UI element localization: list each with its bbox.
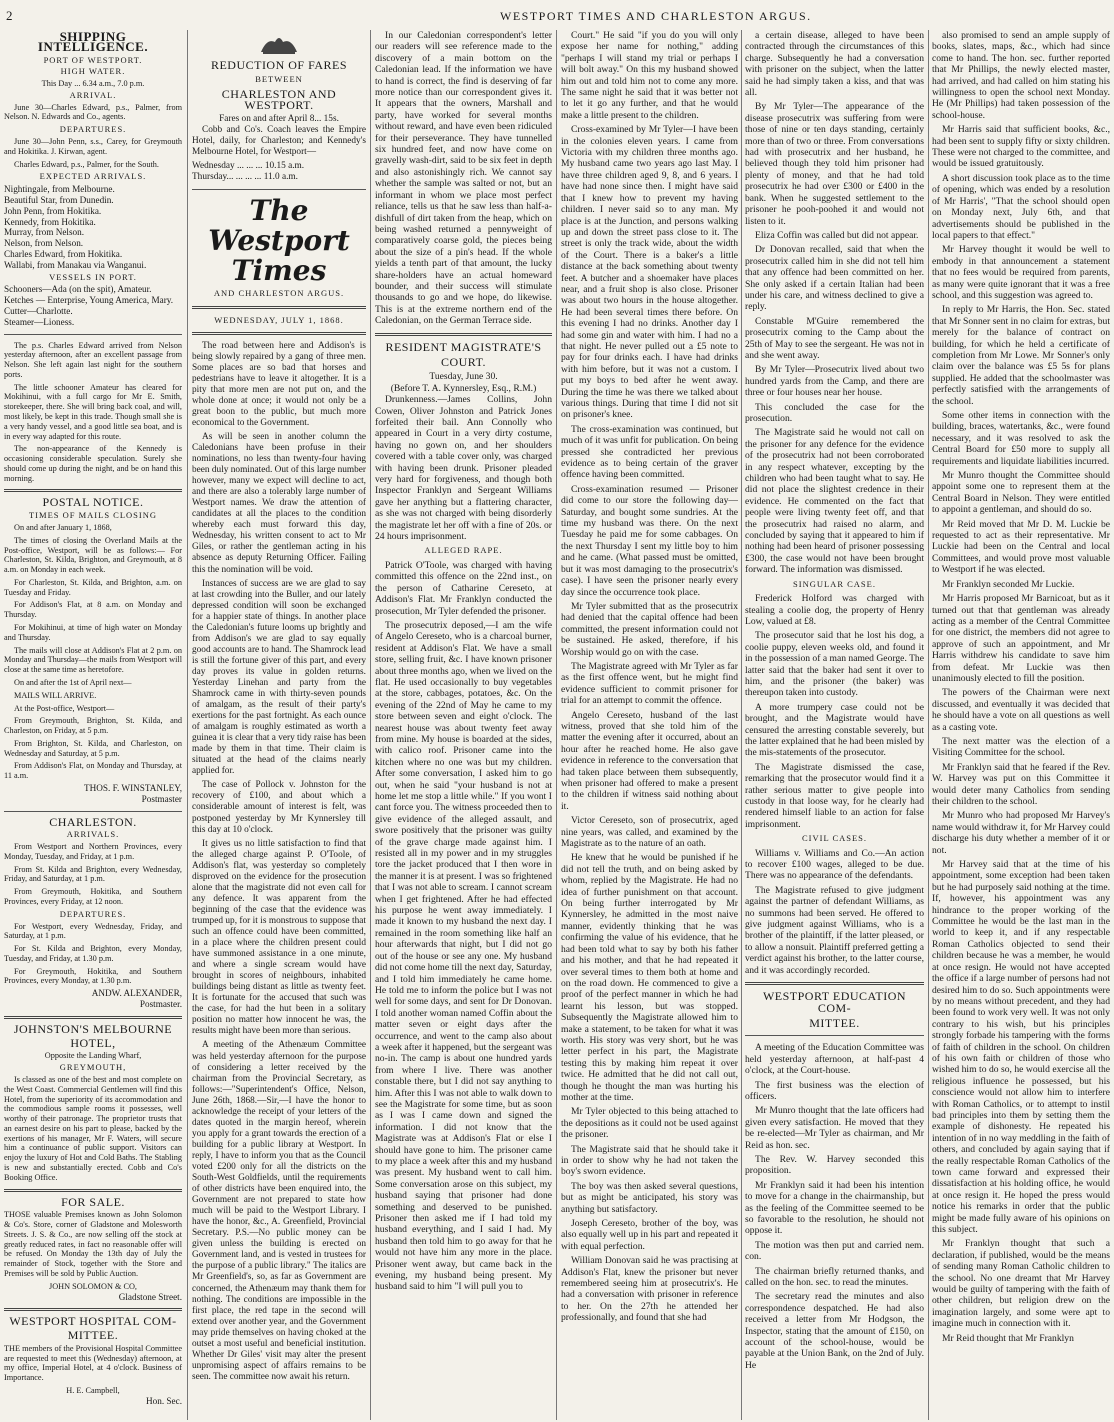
port-heading: PORT OF WESTPORT. <box>43 54 143 65</box>
case-paragraph: The Magistrate said that he should take it in order to show why he had not taken the boy's sworn evidence. <box>561 1143 738 1178</box>
divider <box>745 1035 924 1036</box>
expected-vessel: Nightingale, from Melbourne. <box>4 184 115 195</box>
editorial-paragraph: As will be seen in another column the Caledonians have been profuse in their nominations, no less than twenty-four having been duly nominated. Out of this large number however, many we expect will decline to act, and there are also a tolerably large number of Westport names. We draw the attention of candidates at all the places to the condition whereby each must forward this day, Wednesday, his written consent to act to Mr Giles, or rather the gentleman acting in his absence as deputy Returning Officer. Failing this the nomination will be void. <box>192 431 366 575</box>
fares-price: Fares on and after April 8... 15s. <box>219 114 339 125</box>
shipping-note: The little schooner Amateur has cleared for Mokihinui, with a full cargo for Mr E. Smith, storekeeper, there. She will bring back coal, and will, most likely, be kept in this trade. Though small she is a very handy vessel, and a good little sea boat, and is in every way adapted for this route. <box>4 382 182 441</box>
case-paragraph: a certain disease, alleged to have been contracted through the circumstances of this charge. Subsequently he had a conversation with prisoner on the subject, when the latter said he had simply taken a kiss, and that was all. <box>745 30 924 99</box>
editorial-paragraph-list <box>192 341 366 1383</box>
for-sale-title: FOR SALE. <box>61 1194 125 1209</box>
departure-entry-list <box>4 137 182 169</box>
divider <box>4 334 182 335</box>
civil-case-paragraph: Williams v. Williams and Co.—An action to recover £100 wages, alleged to be due. There was no appearance of the defendants. <box>745 847 924 882</box>
singular-case-paragraph-list <box>745 593 924 830</box>
for-sale-body: THOSE valuable Premises known as John Solomon & Co's. Store, corner of Gladstone and Molesworth Streets. J. S. & Co., are now selling off the stock at greatly reduced rates, in fact no reasonable offer will be refused. On Monday the 13th day of July the remainder of Stock, together with the Store and Premises will be sold by Public Auction. <box>4 1210 182 1278</box>
singular-case-paragraph: The prosecutor said that he lost his dog, a coolie puppy, eleven weeks old, and found it in the possession of a man named George. The latter said that the baker had sent it over to him, and the prisoner (the baker) was thereupon taken into custody. <box>745 630 924 699</box>
charleston-signature-role: Postmaster. <box>139 999 182 1010</box>
royal-crest-icon <box>257 32 301 56</box>
charleston-signature: ANDW. ALEXANDER, <box>91 988 182 999</box>
postal-paragraph: From Addison's Flat, on Monday and Thursday, at 11 a.m. <box>4 761 182 781</box>
education-paragraph: A meeting of the Education Committee was held yesterday afternoon, at half-past 4 o'clock, at the Court-house. <box>745 1042 924 1077</box>
johnston-title: JOHNSTON'S MELBOURNE <box>13 1021 173 1036</box>
coach-time-list <box>192 161 366 183</box>
case-paragraph: Eliza Coffin was called but did not appear. <box>755 229 919 241</box>
education-paragraph: Mr Harvey thought it would be well to embody in that announcement a statement that no fees would be required from parents, as many were quite ignorant that it was a free school, and this suggestion was agreed to. <box>932 244 1110 301</box>
court-before: (Before T. A. Kynnersley, Esq., R.M.) <box>390 382 537 394</box>
divider <box>4 489 182 492</box>
vessel-in-port: Ketches — Enterprise, Young America, Mary. <box>4 295 174 306</box>
expected-vessel: Murray, from Nelson. <box>4 227 85 238</box>
divider <box>4 811 182 812</box>
case-paragraph: The boy was then asked several questions, but as might be anticipated, his story was anything but satisfactory. <box>561 1180 738 1215</box>
case-paragraph-list <box>375 560 552 1293</box>
column-6 <box>932 30 1110 1420</box>
postal-paragraph: The times of closing the Overland Mails at the Post-office, Westport, will be as follows:— For Charleston, St. Kilda, Brighton, and Greymouth, at 8 a.m. on Monday in each week. <box>4 535 182 575</box>
education-paragraph: The chairman briefly returned thanks, and called on the hon. sec. to read the minutes. <box>745 1265 924 1289</box>
postal-paragraph: At the Post-office, Westport— <box>14 703 115 713</box>
case-paragraph: Cross-examination resumed — Prisoner did come to our store the following day—Saturday, and bought some sundries. At the time my husband was there. On the next Tuesday he paid me for some cabbages. On the next Thursday I sent my little boy to him and he came. (What passed must be omitted, but it was most damaging to the prosecutrix's case). I have seen the prisoner nearly every day since the occurrence took place. <box>561 483 738 598</box>
charleston-title: CHARLESTON. <box>49 814 137 829</box>
fares-between: BETWEEN <box>255 74 303 85</box>
education-paragraph: The next matter was the election of a Visiting Committee for the school. <box>932 735 1110 759</box>
caledonian-paragraph: In our Caledonian correspondent's letter our readers will see reference made to the discovery of a main bottom on the Caledonian lead. If the information we have to hand is correct, the find is deserving of far more notice than our correspondent gives it. It appears that the owners, Marshall and party, have worked for several months without reward, and have even been ridiculed for their perseverance. They have tunnelled six hundred feet, and now have come on gravelly wash-dirt, said to be six feet in depth and also astonishingly rich. We cannot say whether the sample was salted or not, but an informant in whom we place most perfect reliance, tells us that he saw less than half-a-dishfull of dirt taken from the heap, which on being washed returned a pennyweight of comparatively coarse gold, the pieces being about the size of a pin's head. If the whole yields a tenth part of that amount, the lucky share-holders have an actual homeward bounder, and their success will stimulate thousands to go and we hope, do likewise. This is at the extreme northern end of the Caledonian, on the German Terrace side. <box>375 30 552 327</box>
case-paragraph: Dr Donovan recalled, said that when the prosecutrix called him in she did not tell him that any offence had been committed on her. She only asked if a certain Italian had been under his care, and witness declined to give a reply. <box>745 244 924 313</box>
civil-case-paragraph: The Magistrate refused to give judgment against the partner of defendant Williams, as no summons had been served. He offered to give judgment against Williams, who is a brother of the plaintiff, if the latter pleased, or to allow a nonsuit. Plaintiff preferred getting a verdict against his brother, to the latter course, and it was accordingly recorded. <box>745 884 924 976</box>
singular-case-paragraph: A more trumpery case could not be brought, and the Magistrate would have censured the arresting constable severely, but the latter explained that he had been misled by the mis-statements of the prosecutor. <box>745 701 924 759</box>
divider <box>4 1189 182 1192</box>
coach-time: Thursday... ... ... ... 11.0 a.m. <box>192 172 298 183</box>
education-paragraph: The motion was then put and carried nem. con. <box>745 1239 924 1263</box>
high-water-times: This Day ... 6.34 a.m., 7.0 p.m. <box>41 79 145 89</box>
postal-paragraph: On and after January 1, 1868, <box>14 523 112 532</box>
education-paragraph: Mr Franklyn thought that such a declaration, if published, would be the means of sending many Roman Catholic children to the school. No one dreamt that Mr Harvey would be guilty of tampering with the faith of other children, but religion drew on the imagination largely, and some were apt to imagine much in connection with it. <box>932 1238 1110 1330</box>
arrival-entry: June 30—Charles Edward, p.s., Palmer, from Nelson. N. Edwards and Co., agents. <box>4 102 182 122</box>
postal-paragraph: On and after the 1st of April next— <box>14 677 132 687</box>
education-paragraph-list <box>932 30 1110 1344</box>
education-paragraph: Mr Harris said that sufficient books, &c., had been sent to supply fifty or sixty children. These were not charged to the committee, and would be issued gratuitously. <box>932 124 1110 170</box>
charleston-departure: For Westport, every Wednesday, Friday, and Saturday, at 1 p.m. <box>4 921 182 941</box>
johnston-location: Opposite the Landing Wharf, <box>44 1051 142 1061</box>
fares-route: CHARLESTON AND WESTPORT. <box>221 87 337 113</box>
fares-body: Cobb and Co's. Coach leaves the Empire Hotel, daily, for Charleston; and Kennedy's Melbourne Hotel, for Westport— <box>192 125 366 158</box>
court-date: Tuesday, June 30. <box>429 371 498 383</box>
postal-paragraph: For Mokihinui, at time of high water on Monday and Thursday. <box>4 623 182 642</box>
hospital-signature: H. E. Campbell, <box>66 1386 120 1396</box>
education-paragraph: Mr Franklyn said it had been his intention to move for a change in the chairmanship, but as the feeling of the Committee seemed to be so favorable to the resolution, he should not oppose it. <box>745 1179 924 1237</box>
hospital-title-2: MITTEE. <box>67 1328 119 1343</box>
charleston-departures-heading: DEPARTURES. <box>59 908 127 919</box>
education-paragraph-list <box>745 1042 924 1371</box>
civil-case-paragraph-list <box>745 848 924 976</box>
education-paragraph: Mr Munro who had proposed Mr Harvey's name would withdraw it, for Mr Harvey could discharge his duty whether a member of it or not. <box>932 810 1110 856</box>
divider <box>192 189 366 190</box>
case-paragraph: William Donovan said he was practising at Addison's Flat, knew the prisoner but never remembered seeing him at prosecutrix's. He had a conversation with prisoner in reference to her. On the 27th he attended her professionally, and found that she had <box>561 1255 738 1324</box>
charleston-arrival: From Westport and Northern Provinces, every Monday, Tuesday, and Friday, at 1 p.m. <box>4 842 182 861</box>
issue-date: WEDNESDAY, JULY 1, 1868. <box>214 314 344 325</box>
postal-subtitle: TIMES OF MAILS CLOSING <box>28 510 158 521</box>
divider <box>745 982 924 985</box>
flag-subtitle: AND CHARLESTON ARGUS. <box>213 288 345 299</box>
expected-vessel: Kennedy, from Hokitika. <box>4 216 96 227</box>
column-1 <box>4 30 182 1420</box>
court-paragraph: Drunkenness.—James Collins, John Cowen, Oliver Johnston and Patrick Jones forfeited their bail. Ann Connolly who appeared in Court in a very dirty costume, having no gown on, and her shoulders covered with a table cover only, was charged with having been drunk. Prisoner pleaded very hard for forgiveness, and though both Inspector Franklyn and Sergeant Williams gave her anything but a flattering character, as she was not charged with being disorderly the magistrate let her off with a fine of 20s. or 24 hours imprisonment. <box>375 394 552 543</box>
case-paragraph: He knew that he would be punished if he did not tell the truth, and on being asked by whom, replied by the Magistrate. He had no idea of further punishment on that account. On being further interrogated by Mr Kynnersley, he admitted in the most naive manner, evidently thinking that he was confirming the value of his evidence, that he had been told what to say by both his father and his mother, and that he had repeated it over several times to them both at home and on the road down. He commenced to give a proof of the perfect manner in which he had learnt his lesson, but was stopped. Subsequently the Magistrate allowed him to make a statement, to be taken for what it was worth. His story was very short, but he was letter perfect in his part, the Magistrate testing this by making him repeat it over twice. He admitted that he did not call out, though he thought the man was hurting his mother at the time. <box>561 852 738 1103</box>
education-title-2: MITTEE. <box>809 1015 860 1030</box>
column-rule <box>556 30 557 1420</box>
column-4 <box>561 30 738 1420</box>
case-paragraph: Cross-examined by Mr Tyler—I have been in the colonies eleven years. I came from Victoria with my children three months ago. My husband came two years ago last May. I have three children aged 9, 8, and 6 years. I have had none since then. I might have said that I knew how to prevent my having children. I never said so to any man. My place is at the Junction, and persons walking up and down the street pass close to it. The street is only the track wide, about the width of the Court. There is a baker's a little distance at the back something about twenty feet. A butcher and a shoemaker have places near, and a fruit shop is also close. Prisoner was about two hours in the house altogether. He had been several times there before. On this evening I had no drinks. Another day I had some gin and water with him. I had no a that night. He never pulled out a £5 note to pay for four drinks each. I have had drinks with him before, but it was not a custom. I put my boys to bed after he went away. During the time he was there we talked about various things. During that time I did not sit on prisoner's knee. <box>561 124 738 421</box>
editorial-paragraph: The case of Pollock v. Johnston for the recovery of £100, and about which a considerable amount of interest is felt, was postponed yesterday by Mr Kynnersley till this day at 10 o'clock. <box>192 780 366 835</box>
rape-heading: ALLEGED RAPE. <box>424 545 503 556</box>
case-paragraph: By Mr Tyler—Prosecutrix lived about two hundred yards from the Camp, and there are three or four houses near her house. <box>745 364 924 399</box>
case-paragraph: Angelo Cereseto, husband of the last witness, proved that she told him of the matter the evening after it occurred, about an hour after he reached home. He also gave evidence in reference to the conversation that had taken place between them subsequently, when prisoner had offered to make a present to the children if witness said nothing about it. <box>561 709 738 812</box>
departure-entry: June 30—John Penn, s.s., Carey, for Greymouth and Hokitika. J. Kirwan, agent. <box>4 137 182 156</box>
in-port-heading: VESSELS IN PORT. <box>49 271 137 282</box>
education-paragraph: The powers of the Chairman were next discussed, and eventually it was decided that he should have a vote on all questions as well as a casting vote. <box>932 687 1110 733</box>
expected-vessel: Beautiful Star, from Dunedin. <box>4 194 114 205</box>
column-5 <box>745 30 924 1420</box>
vessel-in-port: Cutter—Charlotte. <box>4 305 73 316</box>
case-paragraph-list <box>561 30 738 1324</box>
education-paragraph: The first business was the election of officers. <box>745 1079 924 1102</box>
case-paragraph: Mr Tyler objected to this being attached to the depositions as it could not be used against the prisoner. <box>561 1106 738 1141</box>
postal-paragraph: MAILS WILL ARRIVE. <box>14 690 97 700</box>
court-title: RESIDENT MAGISTRATE'S <box>385 339 542 354</box>
case-paragraph: Patrick O'Toole, was charged with having committed this offence on the 22nd inst., on the person of Catharine Cereseto, at Addison's Flat. Mr Franklyn conducted the prosecution, Mr Tyler defended the prisoner. <box>375 559 552 617</box>
case-paragraph: The prosecutrix deposed,—I am the wife of Angelo Cereseto, who is a charcoal burner, resident at Addison's Flat. We have a small store, selling fruit, &c. I have known prisoner about three months ago, when we lived on the flat. He used occasionally to buy vegetables at the store, cabbages, potatoes, &c. On the evening of the 22nd of May he came to my store between seven and eight o'clock. The nearest house was about twenty feet away from mine. My house is boarded at the sides, with calico roof. Prisoner came into the kitchen where no one was but my children. After some conversation, I asked him to go out, when he said "your husband is not at home let me stop a little while." If you wont I cant force you. The witness proceeded then to give evidence of the alleged assault, and swore positively that the prisoner was guilty of the grave charge made against him. I resisted all in my power and in my struggles tore the jacket produced that I then wore in the manner it is at present. I was so frightened that I was not able to scream. I cannot scream when I get frightened. After he had effected his purpose he went away immediately. I made it known to my husband the next day. I remained in the room something like half an hour afterwards that night, but I did not go out of the house or see any one. My husband did not come home till the next day, Saturday, and I told him immediately he came home. He told me to inform the police but I was not well for some days, and sent for Dr Donovan. I told another woman named Coffin about the matter seven or eight days after the occurrence, and went to the camp also about a week after it happened, but the sergeant was no-in. The camp is about one hundred yards from where I live. There was another constable there, but I did not say anything to him. After this I was not able to walk down to see the Magistrate for some time, but as soon as I was I came down and signed the information. I did not know that the Magistrate was at Addison's Flat or else I should have gone to him. The prisoner came to my place a week after this and my husband was present. My husband went to call him. Some conversation arose on this subject, my husband saying that prisoner had done something and deserved to be punished. Prisoner then asked me if I had told my husband everything, and I said I had. My husband then told him to go away for that he would not have him any more in the place. Prisoner went away, but came back in the evening, my husband being present. My husband said to him "I will pull you to <box>375 619 552 1293</box>
page-number: 2 <box>6 8 13 23</box>
charleston-arrival: From Greymouth, Hokitika, and Southern Provinces, every Friday, at 12 noon. <box>4 887 182 906</box>
running-masthead: WESTPORT TIMES AND CHARLESTON ARGUS. <box>500 9 812 23</box>
case-paragraph: The Magistrate agreed with Mr Tyler as far as the first offence went, but he might find evidence sufficient to commit prisoner for trial for an attempt to commit the offence. <box>561 660 738 707</box>
case-paragraph: By Mr Tyler—The appearance of the disease prosecutrix was suffering from were those of nine or ten days standing, certainly more than of two or three. From conversations had with prosecutrix and her husband, he believed though they told him prisoner had plenty of money, and that he had told prosecutrix he had over £300 or £400 in the bank. When he suggested settlement to the prisoner he pooh-poohed it and would not listen to it. <box>745 101 924 227</box>
hospital-title: WESTPORT HOSPITAL COM- <box>9 1314 177 1329</box>
shipping-title: SHIPPING INTELLIGENCE. <box>37 30 149 54</box>
column-rule <box>928 30 929 1420</box>
case-paragraph: Constable M'Guire remembered the prosecutrix coming to the Camp about the 25th of May to see the sergeant. He was not in and she went away. <box>745 315 924 361</box>
vessel-in-port: Schooners—Ada (on the spit), Amateur. <box>4 284 152 295</box>
education-paragraph: Mr Reid thought that Mr Franklyn <box>942 1332 1074 1344</box>
johnston-title-2: HOTEL, <box>70 1035 116 1050</box>
case-paragraph: Court." He said "if you do you will only expose her name for nothing," adding "perhaps I will stand my trial or perhaps I will bolt away." On this my husband showed him out and told him not to come any more. The same night he said that it was better not to let it go any further, and that he would make a little present to the children. <box>561 30 738 121</box>
charleston-arrival-list <box>4 842 182 907</box>
case-paragraph-list <box>745 30 924 576</box>
fares-title: REDUCTION OF FARES <box>210 58 348 72</box>
court-paragraph-list <box>375 394 552 542</box>
departure-entry: Charles Edward, p.s., Palmer, for the South. <box>14 159 159 169</box>
for-sale-signature: JOHN SOLOMON & CO, <box>48 1281 137 1291</box>
postal-paragraph: For Charleston, St. Kilda, and Brighton, a.m. on Tuesday and Friday. <box>4 577 182 597</box>
postal-paragraph: For Addison's Flat, at 8 a.m. on Monday and Thursday. <box>4 600 182 620</box>
high-water-heading: HIGH WATER. <box>60 66 126 77</box>
divider <box>4 1016 182 1019</box>
case-paragraph: Victor Cereseto, son of prosecutrix, aged nine years, was called, and examined by the Magistrate as to the nature of an oath. <box>561 815 738 850</box>
coach-time: Wednesday ... ... ... 10.15 a.m. <box>192 161 305 172</box>
education-title: WESTPORT EDUCATION COM- <box>762 989 907 1015</box>
divider <box>192 306 366 309</box>
postal-title: POSTAL NOTICE. <box>42 495 144 510</box>
divider <box>375 333 552 336</box>
caledonian-paragraph-list <box>375 30 552 327</box>
editorial-paragraph: Instances of success are we are glad to say at last crowding into the Buller, and our lately depressed condition will soon be exchanged for a happier state of things. In another place the Caledonian's future looms up brightly and from Addison's we are glad to say equally good accounts are to hand. The Shamrock lead is still the fortune giver of this part, and every day proves its value in golden returns. Yesterday Linehan and party from the Shamrock came in with thirty-seven pounds of amalgam, as the result of their party's exertions for the past fortnight. As each ounce of amalgam is roughly estimated as worth a guinea it is clear that a very tidy raise has been made by them in that time. Their claim is situated at the head of the claims nearly applied for. <box>192 578 366 777</box>
vessel-in-port: Steamer—Lioness. <box>4 316 75 327</box>
expected-vessel: John Penn, from Hokitika. <box>4 205 102 216</box>
postal-paragraph: From Brighton, St. Kilda, and Charleston, on Wednesday and Saturday, at 5 p.m. <box>4 738 182 758</box>
shipping-note-list <box>4 341 182 484</box>
johnston-body: Is classed as one of the best and most complete on the West Coast. Commercial Gentlemen will find this Hotel, from the superiority of its accommodation and the commodious sample rooms it possesses, well worthy of their patronage. The proprietor trusts that an earnest desire on his part to please, backed by the exertions of his manager, Mr F. Waters, will secure him a continuance of public support. Visitors can enjoy the luxury of Hot and Cold Baths. The Stabling is new and substantially erected. Cobb and Co's Booking Office. <box>4 1074 182 1182</box>
departures-heading: DEPARTURES. <box>59 124 127 135</box>
column-rule <box>187 30 188 1420</box>
shipping-note: The non-appearance of the Kennedy is occasioning considerable speculation. Surely she should come up during the night, and be on hand this morning. <box>4 444 182 483</box>
education-paragraph: Mr Franklyn said that he feared if the Rev. W. Harvey was put on this Committee it would deter many Catholics from sending their children to the school. <box>932 761 1110 807</box>
case-paragraph: Joseph Cereseto, brother of the boy, was also equally well up in his part and repeated it with equal perfection. <box>561 1218 738 1252</box>
case-paragraph: Mr Tyler submitted that as the prosecutrix had denied that the capital offence had been committed, the present information could not be sustained. He asked, therefore, if his Worship would go on with the case. <box>561 600 738 658</box>
page-header <box>0 0 1114 28</box>
education-paragraph: Mr Franklyn seconded Mr Luckie. <box>942 578 1075 590</box>
education-paragraph: Mr Harris proposed Mr Barnicoat, but as it turned out that that gentleman was already acting as a member of the Central Committee for one district, the members did not agree to approve of such an appointment, and Mr Harris withdrew his candidate to save him from defeat. Mr Luckie was then unanimously elected to fill the position. <box>932 593 1110 684</box>
expected-vessel-list <box>4 184 182 270</box>
singular-case-heading: SINGULAR CASE. <box>793 578 876 589</box>
education-paragraph: A short discussion took place as to the time of opening, which was ended by a resolution of Mr Harris', "That the school should open on Monday next, July 6th, and that advertisements should be published in the local papers to that effect." <box>932 172 1110 241</box>
expected-vessel: Nelson, from Nelson. <box>4 238 84 249</box>
education-paragraph: The secretary read the minutes and also correspondence despatched. He had also received a letter from Mr Hodgson, the Inspector, stating that the amount of £150, on account of the school-house, would be payable at the Union Bank, on the 2nd of July. He <box>745 1291 924 1371</box>
expected-vessel: Charles Edward, from Hokitika. <box>4 248 123 259</box>
hospital-signature-role: Hon. Sec. <box>146 1395 182 1406</box>
column-rule <box>370 30 371 1420</box>
charleston-departure: For Greymouth, Hokitika, and Southern Provinces, every Monday, at 1.30 p.m. <box>4 966 182 986</box>
expected-vessel: Wallabi, from Manakau via Wanganui. <box>4 259 147 270</box>
singular-case-paragraph: The Magistrate dismissed the case, remarking that the prosecutor would find it a rather serious matter to give people into custody in that loose way, for he clearly had rendered himself liable to an action for false imprisonment. <box>745 761 924 830</box>
editorial-paragraph: It gives us no little satisfaction to find that the alleged charge against P. O'Toole, of Addison's flat, was yesterday so completely disproved on the evidence for the prosecution alone that the magistrate did not even call for any defence. It was apparent from the beginning of the case that the evidence was trumped up, for it is monstrous to suppose that such an offence could have been committed, in a place where the children present could have summoned assistance in a one minute, and where a single scream would have brought in scores of neighbours, inhabited buildings being distant as little as twenty feet. It is fortunate for the accused that such was the case, for had the hut been in a solitary position no matter how innocent he was, the results might have been more than serious. <box>192 838 366 1037</box>
postal-signature-role: Postmaster <box>141 793 182 804</box>
editorial-paragraph: The road between here and Addison's is being slowly repaired by a gang of three men. Some places are so bad that horses and pedestrians have to leave it altogether. It is a pity that more men are not put on, and the whole done at once; it would not only be a great boon to the public, but much more economical to the Government. <box>192 340 366 428</box>
civil-cases-heading: CIVIL CASES. <box>801 833 868 844</box>
vessel-in-port-list <box>4 284 182 327</box>
hospital-body: THE members of the Provisional Hospital Committee are requested to meet this (Wednesday) afternoon, at my office, Imperial Hotel, at 4 o'clock. Business of Importance. <box>4 1343 182 1383</box>
charleston-departure-list <box>4 922 182 987</box>
columns <box>4 30 1110 1420</box>
divider <box>4 1308 182 1311</box>
education-paragraph: Mr Harvey said that at the time of his appointment, some exception had been taken but he had purposely said nothing at the time. If, however, his appointment was any hindrance to the proper working of the Committee he would be the last man in the world to keep it, and if any respectable Roman Catholics objected to send their children because he was a member, he would at once resign. He would not have accepted the office if a large number of persons had not desired him to do so. Such appointments were by no means without precedent, and they had been found to work very well. It was not only contrary to his wish, but his principles strongly forbade his tampering with the forms of faith of children in the school. On children of his own faith or children of those who wished him to do so, he would exercise all the religious influence he possessed, but his conscience would not allow him to interfere with Roman Catholics, or to attempt to instil bad principles into them by setting them the example of dishonesty. He repeated his intention of in no way meddling in the faith of others, and concluded by again saying that if the really respectable Roman Catholics of the town came forward and expressed their dissatisfaction at his holding office, he would at once resign it. He hoped the press would notice his remarks in order that the public might be made fully aware of his opinions on this subject. <box>932 859 1110 1236</box>
column-rule <box>741 30 742 1420</box>
case-paragraph: The Magistrate said he would not call on the prisoner for any defence for the evidence of the prosecutrix had not been corroborated in any respect whatever, excepting by the children who had been taught what to say. He did not place the slightest credence in their evidence. He commented on the fact that people were living twenty feet off, and that the prosecutrix had raised no alarm, and concluded by saying that it appeared to him if nothing had been heard of prisoner possessing £300, the case would not have been brought forward. The information was dismissed. <box>745 427 924 576</box>
for-sale-signature-place: Gladstone Street. <box>118 1291 182 1302</box>
charleston-arrival: From St. Kilda and Brighton, every Wednesday, Friday, and Saturday, at 1 p.m. <box>4 864 182 884</box>
education-paragraph: In reply to Mr Harris, the Hon. Sec. stated that Mr Sonner sent in no claim for extras, but merely for the balance of contract on building, for which he held a certificate of completion from Mr Lowe. Mr Sonner's only claim over the balance was £5 5s for plans supplied. He added that the schoolmaster was perfectly satisfied with the arrangements of the school. <box>932 304 1110 407</box>
divider <box>192 332 366 335</box>
postal-signature: THOS. F. WINSTANLEY, <box>84 782 182 793</box>
column-2 <box>192 30 366 1420</box>
case-paragraph: This concluded the case for the prosecution. <box>745 401 924 424</box>
expected-heading: EXPECTED ARRIVALS. <box>39 171 147 182</box>
case-paragraph: The cross-examination was continued, but much of it was unfit for publication. On being pressed she contradicted her previous evidence as to being certain of the graver offence having been committed. <box>561 423 738 481</box>
newspaper-flag: The Westport Times <box>208 194 350 288</box>
education-paragraph: Mr Munro thought the Committee should appoint some one to represent them at the Central Board in Nelson. They were entitled to appoint a gentleman, and should do so. <box>932 470 1110 516</box>
postal-paragraph: The mails will close at Addison's Flat at 2 p.m. on Monday and Thursday—the mails from Westport will close at the same time as heretofore. <box>4 645 182 675</box>
education-paragraph: Mr Munro thought that the late officers had given every satisfaction. He moved that they be re-elected—Mr Tyler as chairman, and Mr Reid as hon. sec. <box>745 1105 924 1151</box>
arrival-heading: ARRIVAL. <box>69 89 117 100</box>
education-paragraph: The Rev. W. Harvey seconded this proposition. <box>745 1153 924 1177</box>
education-paragraph: Some other items in connection with the building, braces, watertanks, &c., were found necessary, and it was resolved to ask the Central Board for £50 more to supply all requirements and liquidate liabilities incurred. <box>932 410 1110 467</box>
editorial-paragraph: A meeting of the Athenæum Committee was held yesterday afternoon for the purpose of considering a letter received by the chairman from the Provincial Secretary, as follows:—"Superintendent's Office, Nelson, June 26th, 1868.—Sir,—I have the honor to acknowledge the receipt of your letters of the dates quoted in the margin hereof, wherein you apply for a grant towards the erection of a building for a public library at Westport. In reply, I have to inform you that as the Council voted £200 only for all the districts on the South-West Goldfields, until the requirements of other districts have been enquired into, the Government are not prepared to state how much will be paid to the Westport Library. I have the honor, &c., A. Greenfield, Provincial Secretary. P.S.—No public money can be given unless the building is erected on Government land, and is vested in trustees for the purpose of a public library." The italics are Mr Greenfield's, so, as far as Government are concerned, the Athenæum may thank them for nothing. The conditions are impossible in the first place, the red tape in the second will extend over another year, and the Government may pride themselves on having choked at the outset a most useful and beneficial institution. Whether Dr Giles' visit may alter the present unpromising aspect of affairs remains to be seen. The committee now await his return. <box>192 1040 366 1382</box>
charleston-arrivals-heading: ARRIVALS. <box>66 829 120 840</box>
postal-paragraph-list <box>4 523 182 781</box>
column-3 <box>375 30 552 1420</box>
johnston-town: GREYMOUTH, <box>59 1062 127 1073</box>
postal-paragraph: From Greymouth, Brighton, St. Kilda, and Charleston, on Friday, at 5 p.m. <box>4 716 182 736</box>
court-title-2: COURT. <box>440 354 487 369</box>
singular-case-paragraph: Frederick Holford was charged with stealing a coolie dog, the property of Henry Low, valued at £8. <box>745 593 924 627</box>
education-paragraph: Mr Reid moved that Mr D. M. Luckie be requested to act as their representative. Mr Luckie had been on the Central and local Committees, and would prove most valuable to Westport if he was elected. <box>932 518 1110 576</box>
charleston-departure: For St. Kilda and Brighton, every Monday, Tuesday, and Friday, at 1.30 p.m. <box>4 944 182 963</box>
shipping-note: The p.s. Charles Edward arrived from Nelson yesterday afternoon, after an excellent passage from Nelson. She left again last night for the southern ports. <box>4 340 182 379</box>
education-paragraph: also promised to send an ample supply of books, slates, maps, &c., which had since come to hand. The hon. sec. further reported that Mr Phillips, the newly elected master, had arrived, and had called on him stating his willingness to open the school next Monday. He (Mr Phillips) had taken possession of the school-house. <box>932 30 1110 121</box>
